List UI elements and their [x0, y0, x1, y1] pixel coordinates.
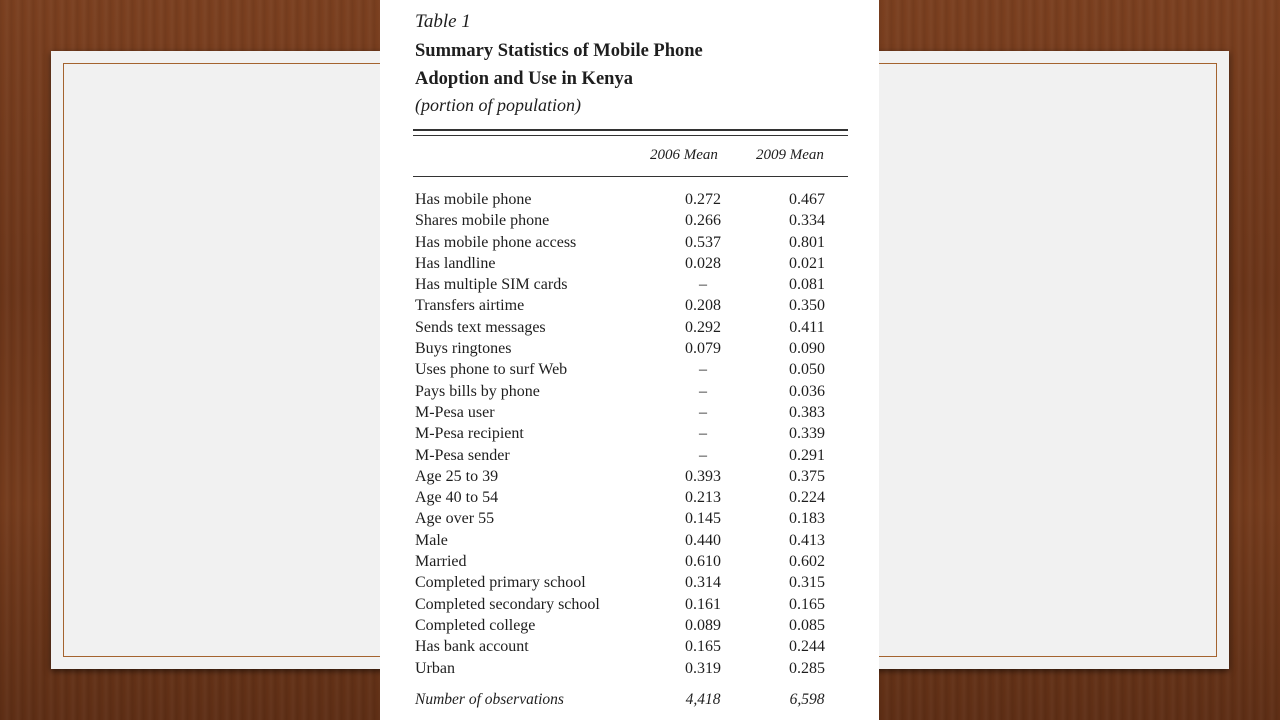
- table-row: [415, 423, 855, 444]
- row-label: Has multiple SIM cards: [415, 276, 568, 294]
- value-2009: 0.291: [789, 446, 825, 464]
- value-2006: 0.266: [685, 212, 721, 230]
- table-row: [415, 487, 855, 508]
- top-double-rule: [413, 129, 848, 136]
- row-label: Transfers airtime: [415, 297, 525, 315]
- value-2006: 0.393: [685, 467, 721, 485]
- value-2009: 0.413: [789, 531, 825, 549]
- table-row: [415, 210, 855, 231]
- value-2009: 0.244: [789, 638, 825, 656]
- row-label: Completed college: [415, 616, 536, 634]
- value-2006: 0.079: [685, 340, 721, 358]
- value-2006: 0.089: [685, 616, 721, 634]
- value-2009: 0.383: [789, 403, 825, 421]
- value-2009: 0.801: [789, 233, 825, 251]
- value-2006: 0.161: [685, 595, 721, 613]
- value-2006: 0.272: [685, 191, 721, 208]
- row-label: Has mobile phone access: [415, 233, 577, 251]
- value-2006: –: [699, 382, 707, 400]
- table-row: [415, 615, 855, 636]
- observations-row: [415, 689, 855, 711]
- value-2009: 0.334: [789, 212, 825, 230]
- row-label: Uses phone to surf Web: [415, 361, 568, 379]
- row-label: Shares mobile phone: [415, 212, 550, 230]
- value-2009: 0.036: [789, 382, 825, 400]
- value-2006: 0.610: [685, 553, 721, 571]
- table-row: [415, 338, 855, 359]
- row-label: Completed primary school: [415, 574, 586, 592]
- value-2009: 0.165: [789, 595, 825, 613]
- value-2009: 0.183: [789, 510, 825, 528]
- table-row: [415, 232, 855, 253]
- column-header-2006: 2006 Mean: [650, 147, 718, 163]
- table-row: [415, 658, 855, 679]
- row-label: Has bank account: [415, 638, 529, 656]
- table-row: [415, 572, 855, 593]
- row-label: Buys ringtones: [415, 340, 512, 358]
- value-2009: 0.021: [789, 254, 825, 272]
- value-2009: 0.375: [789, 467, 825, 485]
- value-2009: 0.411: [789, 318, 825, 336]
- table-row: [415, 594, 855, 615]
- row-label: Urban: [415, 659, 455, 677]
- value-2009: 0.602: [789, 553, 825, 571]
- value-2006: 0.292: [685, 318, 721, 336]
- observations-2006: 4,418: [685, 691, 721, 708]
- table-row: [415, 445, 855, 466]
- value-2006: 0.319: [685, 659, 721, 677]
- value-2009: 0.350: [789, 297, 825, 315]
- value-2006: 0.440: [685, 531, 721, 549]
- table-subtitle: (portion of population): [415, 95, 581, 115]
- value-2009: 0.285: [789, 659, 825, 677]
- row-label: M-Pesa recipient: [415, 425, 524, 443]
- table-body: [415, 189, 855, 679]
- value-2006: –: [699, 276, 707, 294]
- value-2006: 0.537: [685, 233, 721, 251]
- value-2006: 0.165: [685, 638, 721, 656]
- table-row: [415, 274, 855, 295]
- value-2009: 0.339: [789, 425, 825, 443]
- table-row: [415, 530, 855, 551]
- table-title: Summary Statistics of Mobile Phone Adoption and Use in Kenya: [415, 41, 703, 89]
- value-2006: –: [699, 361, 707, 379]
- table-row: [415, 402, 855, 423]
- table-row: [415, 466, 855, 487]
- table-row: [415, 381, 855, 402]
- value-2006: 0.028: [685, 254, 721, 272]
- header-rule: [413, 176, 848, 177]
- value-2006: –: [699, 425, 707, 443]
- value-2006: 0.314: [685, 574, 721, 592]
- value-2009: 0.315: [789, 574, 825, 592]
- row-label: Has landline: [415, 254, 496, 272]
- row-label: Married: [415, 553, 467, 571]
- row-label: Age over 55: [415, 510, 495, 528]
- row-label: Age 25 to 39: [415, 467, 499, 485]
- row-label: Pays bills by phone: [415, 382, 540, 400]
- table-caption: [415, 10, 855, 117]
- observations-2009: 6,598: [789, 691, 825, 708]
- value-2009: 0.090: [789, 340, 825, 358]
- table-row: [415, 317, 855, 338]
- table-image: [380, 0, 879, 720]
- row-label: Completed secondary school: [415, 595, 600, 613]
- table-row: [415, 359, 855, 380]
- row-label: Age 40 to 54: [415, 489, 499, 507]
- table-row: [415, 636, 855, 657]
- row-label: M-Pesa sender: [415, 446, 510, 464]
- table-row: [415, 295, 855, 316]
- value-2006: –: [699, 446, 707, 464]
- value-2006: 0.145: [685, 510, 721, 528]
- value-2006: 0.213: [685, 489, 721, 507]
- value-2006: 0.208: [685, 297, 721, 315]
- value-2009: 0.085: [789, 616, 825, 634]
- value-2009: 0.224: [789, 489, 825, 507]
- value-2006: –: [699, 403, 707, 421]
- value-2009: 0.081: [789, 276, 825, 294]
- value-2009: 0.050: [789, 361, 825, 379]
- row-label: Sends text messages: [415, 318, 546, 336]
- table-row: [415, 551, 855, 572]
- row-label: M-Pesa user: [415, 403, 495, 421]
- observations-label: Number of observations: [415, 691, 564, 708]
- table-row: [415, 189, 855, 210]
- table-row: [415, 508, 855, 529]
- column-header-2009: 2009 Mean: [756, 147, 824, 163]
- row-label: Has mobile phone: [415, 191, 532, 208]
- table-number: Table 1: [415, 11, 471, 32]
- value-2009: 0.467: [789, 191, 825, 208]
- table-row: [415, 253, 855, 274]
- row-label: Male: [415, 531, 448, 549]
